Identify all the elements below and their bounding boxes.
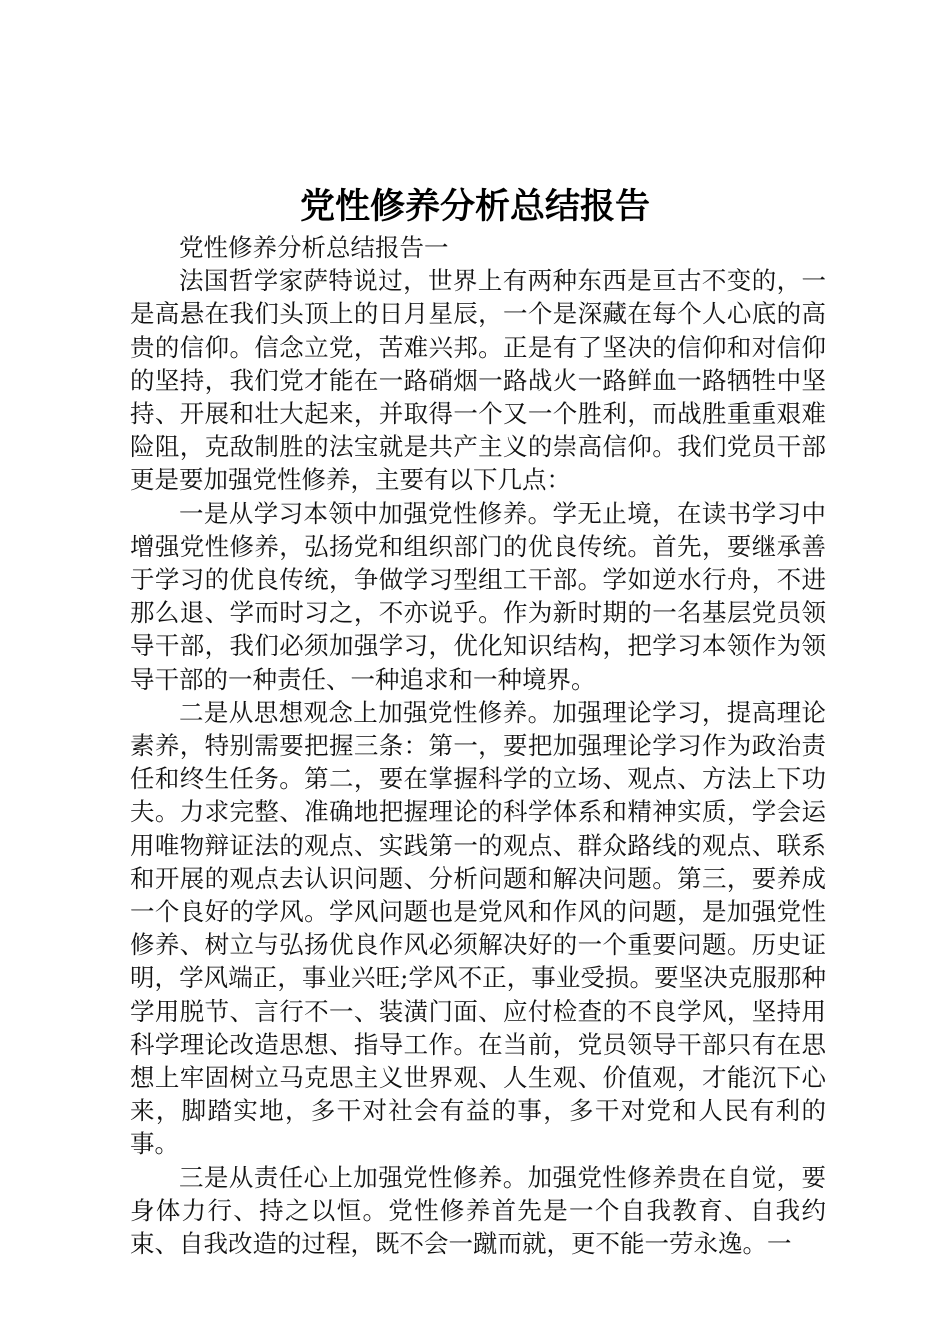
document-title: 党性修养分析总结报告 — [299, 186, 650, 227]
paragraph-point-one: 一是从学习本领中加强党性修养。学无止境，在读书学习中增强党性修养，弘扬党和组织部门的优良传统。首先，要继承善于学习的优良传统，争做学习型组工干部。学如逆水行舟，不进那么退、学而时习之，不亦说乎。作为新时期的一名基层党员领导干部，我们必须加强学习，优化知识结构，把学习本领作为领导干部的一种责任、一种追求和一种境界。 — [130, 498, 826, 694]
paragraph-point-three: 三是从责任心上加强党性修养。加强党性修养贵在自觉，要身体力行、持之以恒。党性修养首先是一个自我教育、自我约束、自我改造的过程，既不会一蹴而就，更不能一劳永逸。一 — [130, 1162, 826, 1259]
paragraph-point-two: 二是从思想观念上加强党性修养。加强理论学习，提高理论素养，特别需要把握三条：第一，要把加强理论学习作为政治责任和终生任务。第二，要在掌握科学的立场、观点、方法上下功夫。力求完整、准确地把握理论的科学体系和精神实质，学会运用唯物辩证法的观点、实践第一的观点、群众路线的观点、联系和开展的观点去认识问题、分析问题和解决问题。第三，要养成一个良好的学风。学风问题也是党风和作风的问题，是加强党性修养、树立与弘扬优良作风必须解决好的一个重要问题。历史证明，学风端正，事业兴旺;学风不正，事业受损。要坚决克服那种学用脱节、言行不一、装潢门面、应付检查的不良学风，坚持用科学理论改造思想、指导工作。在当前，党员领导干部只有在思想上牢固树立马克思主义世界观、人生观、价值观，才能沉下心来，脚踏实地，多干对社会有益的事，多干对党和人民有利的事。 — [130, 697, 826, 1159]
paragraph-subtitle: 党性修养分析总结报告一 — [179, 233, 449, 262]
document-body — [130, 231, 826, 1260]
paragraph-intro: 法国哲学家萨特说过，世界上有两种东西是亘古不变的，一是高悬在我们头顶上的日月星辰，一个是深藏在每个人心底的高贵的信仰。信念立党，苦难兴邦。正是有了坚决的信仰和对信仰的坚持，我们党才能在一路硝烟一路战火一路鲜血一路牺牲中坚持、开展和壮大起来，并取得一个又一个胜利，而战胜重重艰难险阻，克敌制胜的法宝就是共产主义的崇高信仰。我们党员干部更是要加强党性修养，主要有以下几点： — [130, 266, 826, 495]
